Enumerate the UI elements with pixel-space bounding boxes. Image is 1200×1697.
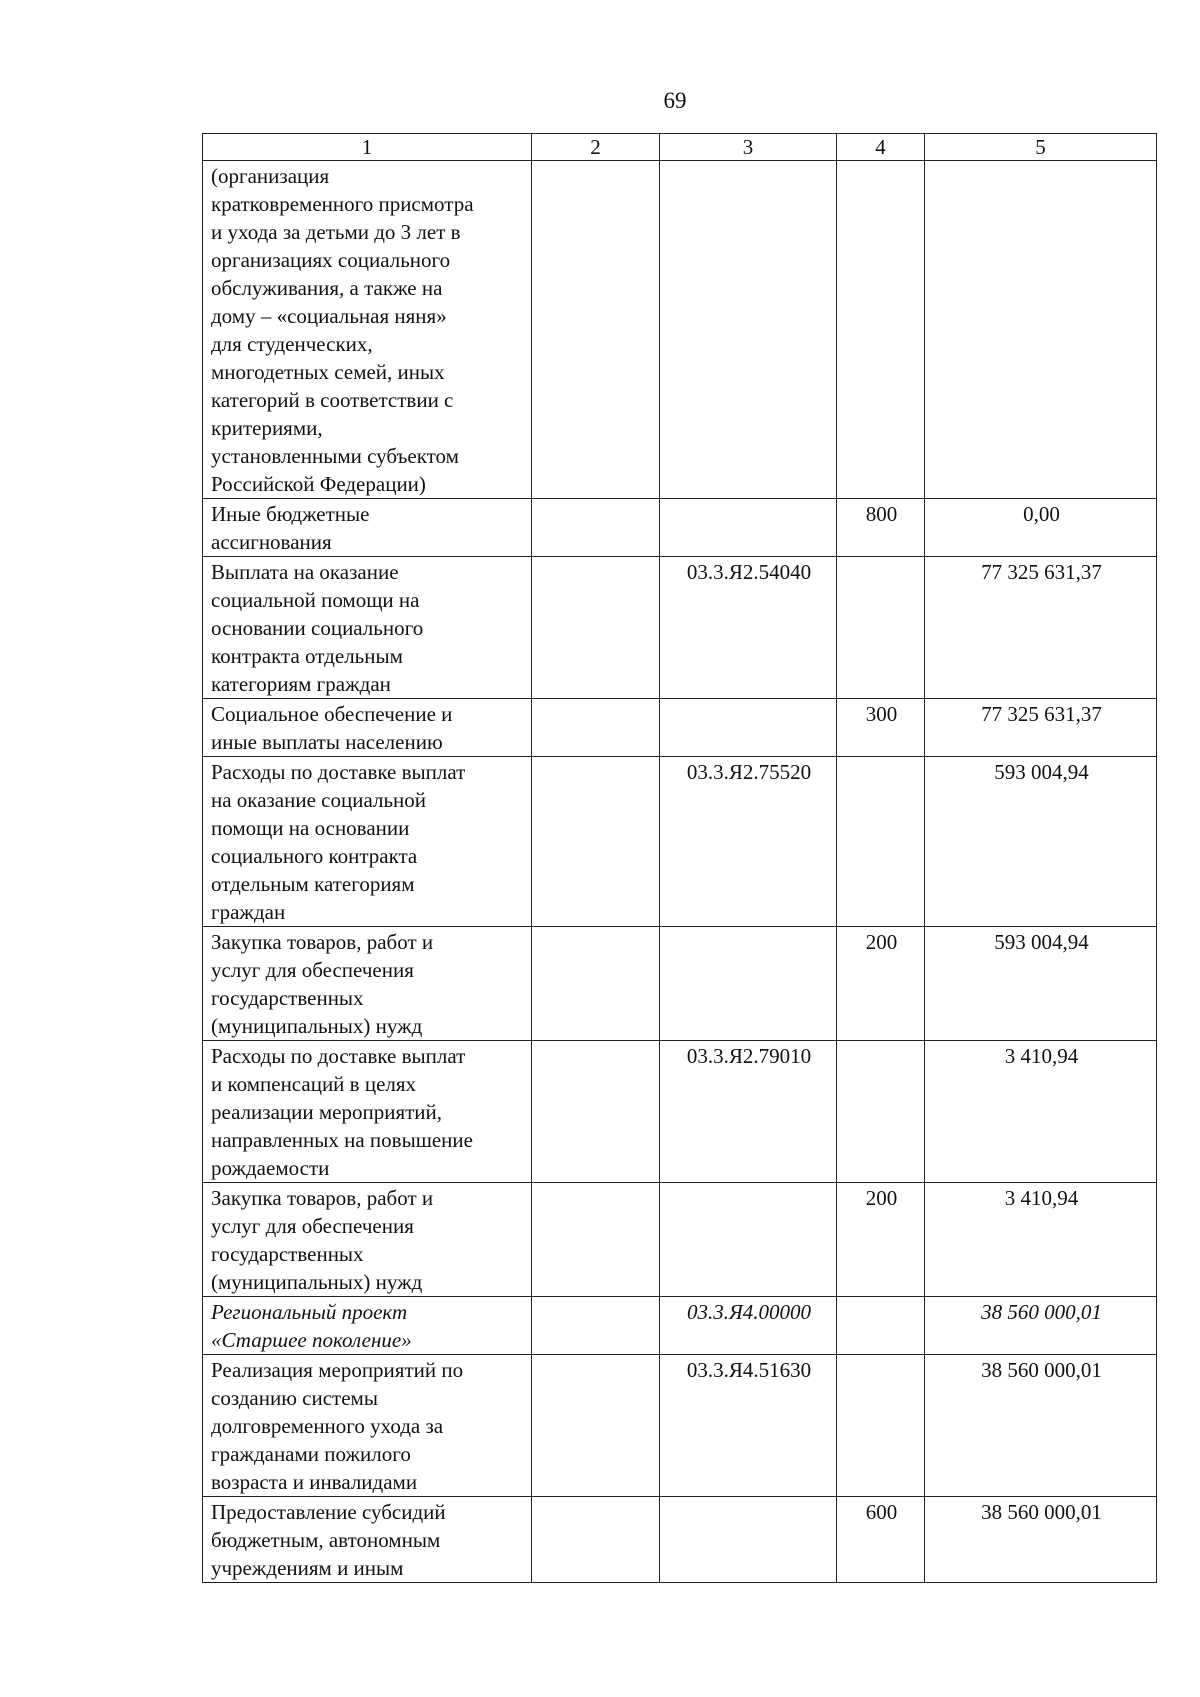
row-description (203, 161, 532, 499)
section-code-cell (532, 1355, 660, 1497)
description-line: бюджетным, автономным (211, 1528, 441, 1552)
section-code-cell (532, 757, 660, 927)
table-row (203, 1497, 1157, 1583)
table-row (203, 557, 1157, 699)
description-line: государственных (211, 1242, 364, 1266)
target-article-code (660, 499, 837, 557)
description-line: Российской Федерации) (211, 472, 426, 496)
description-line: созданию системы (211, 1386, 378, 1410)
row-description (203, 499, 532, 557)
table-row (203, 927, 1157, 1041)
section-code-cell (532, 499, 660, 557)
amount-value: 3 410,94 (925, 1183, 1157, 1297)
expense-type-code: 200 (837, 927, 925, 1041)
row-description (203, 927, 532, 1041)
description-line: организациях социального (211, 248, 451, 272)
description-line: установленными субъектом (211, 444, 459, 468)
section-code-cell (532, 1041, 660, 1183)
description-line: дому – «социальная няня» (211, 304, 447, 328)
description-line: основании социального (211, 616, 424, 640)
expense-type-code (837, 1041, 925, 1183)
row-description (203, 1497, 532, 1583)
description-line: для студенческих, (211, 332, 373, 356)
expense-type-code (837, 161, 925, 499)
description-line: отдельным категориям (211, 872, 415, 896)
description-line: услуг для обеспечения (211, 1214, 414, 1238)
section-code-cell (532, 1183, 660, 1297)
table-row (203, 1041, 1157, 1183)
amount-value: 0,00 (925, 499, 1157, 557)
amount-value: 38 560 000,01 (925, 1497, 1157, 1583)
description-line: категориям граждан (211, 672, 391, 696)
description-line: государственных (211, 986, 364, 1010)
target-article-code: 03.3.Я4.00000 (660, 1297, 837, 1355)
description-line: (муниципальных) нужд (211, 1270, 423, 1294)
description-line: Расходы по доставке выплат (211, 760, 466, 784)
description-line: граждан (211, 900, 286, 924)
expense-type-code (837, 757, 925, 927)
section-code-cell (532, 1497, 660, 1583)
description-line: Закупка товаров, работ и (211, 1186, 434, 1210)
target-article-code: 03.3.Я2.79010 (660, 1041, 837, 1183)
row-description (203, 1041, 532, 1183)
section-code-cell (532, 1297, 660, 1355)
description-line: реализации мероприятий, (211, 1100, 443, 1124)
expense-type-code (837, 557, 925, 699)
target-article-code (660, 1497, 837, 1583)
description-line: рождаемости (211, 1156, 330, 1180)
description-line: Выплата на оказание (211, 560, 399, 584)
target-article-code (660, 161, 837, 499)
description-line: кратковременного присмотра (211, 192, 474, 216)
table-row (203, 1297, 1157, 1355)
description-line: и компенсаций в целях (211, 1072, 417, 1096)
description-line: Социальное обеспечение и (211, 702, 453, 726)
expense-type-code (837, 1355, 925, 1497)
target-article-code (660, 1183, 837, 1297)
table-row (203, 1355, 1157, 1497)
amount-value: 77 325 631,37 (925, 557, 1157, 699)
budget-table-body (203, 134, 1157, 1583)
column-number: 3 (660, 134, 837, 161)
description-line: услуг для обеспечения (211, 958, 414, 982)
column-number: 4 (837, 134, 925, 161)
target-article-code (660, 699, 837, 757)
description-line: направленных на повышение (211, 1128, 473, 1152)
column-number: 1 (203, 134, 532, 161)
description-line: на оказание социальной (211, 788, 427, 812)
amount-value: 38 560 000,01 (925, 1297, 1157, 1355)
table-row (203, 499, 1157, 557)
description-line: критериями, (211, 416, 323, 440)
table-row (203, 1183, 1157, 1297)
description-line: учреждениям и иным (211, 1556, 404, 1580)
section-code-cell (532, 161, 660, 499)
description-line: социальной помощи на (211, 588, 420, 612)
description-line: ассигнования (211, 530, 332, 554)
target-article-code (660, 927, 837, 1041)
description-line: и ухода за детьми до 3 лет в (211, 220, 461, 244)
description-line: Предоставление субсидий (211, 1500, 446, 1524)
description-line: обслуживания, а также на (211, 276, 443, 300)
row-description (203, 757, 532, 927)
column-number-row (203, 134, 1157, 161)
description-line: многодетных семей, иных (211, 360, 445, 384)
amount-value: 593 004,94 (925, 757, 1157, 927)
row-description (203, 1183, 532, 1297)
column-number: 2 (532, 134, 660, 161)
amount-value: 3 410,94 (925, 1041, 1157, 1183)
expense-type-code: 200 (837, 1183, 925, 1297)
expense-type-code: 600 (837, 1497, 925, 1583)
target-article-code: 03.3.Я4.51630 (660, 1355, 837, 1497)
amount-value: 593 004,94 (925, 927, 1157, 1041)
page-number: 69 (663, 88, 687, 113)
expense-type-code: 300 (837, 699, 925, 757)
section-code-cell (532, 557, 660, 699)
description-line: (муниципальных) нужд (211, 1014, 423, 1038)
expense-type-code (837, 1297, 925, 1355)
description-line: Расходы по доставке выплат (211, 1044, 466, 1068)
row-description (203, 1355, 532, 1497)
table-row (203, 161, 1157, 499)
description-line: возраста и инвалидами (211, 1470, 418, 1494)
expense-type-code: 800 (837, 499, 925, 557)
description-line: Реализация мероприятий по (211, 1358, 464, 1382)
budget-table (202, 133, 1157, 1583)
target-article-code: 03.3.Я2.75520 (660, 757, 837, 927)
table-row (203, 757, 1157, 927)
column-number: 5 (925, 134, 1157, 161)
description-line: категорий в соответствии с (211, 388, 454, 412)
description-line: Закупка товаров, работ и (211, 930, 434, 954)
target-article-code: 03.3.Я2.54040 (660, 557, 837, 699)
description-line: социального контракта (211, 844, 418, 868)
description-line: помощи на основании (211, 816, 410, 840)
section-code-cell (532, 927, 660, 1041)
description-line: Иные бюджетные (211, 502, 370, 526)
row-description (203, 557, 532, 699)
row-description (203, 1297, 532, 1355)
section-code-cell (532, 699, 660, 757)
row-description (203, 699, 532, 757)
description-line: «Старшее поколение» (211, 1328, 412, 1352)
description-line: иные выплаты населению (211, 730, 443, 754)
description-line: (организация (211, 164, 330, 188)
description-line: долговременного ухода за (211, 1414, 444, 1438)
amount-value: 77 325 631,37 (925, 699, 1157, 757)
description-line: Региональный проект (211, 1300, 408, 1324)
description-line: гражданами пожилого (211, 1442, 411, 1466)
amount-value: 38 560 000,01 (925, 1355, 1157, 1497)
table-row (203, 699, 1157, 757)
description-line: контракта отдельным (211, 644, 403, 668)
amount-value (925, 161, 1157, 499)
